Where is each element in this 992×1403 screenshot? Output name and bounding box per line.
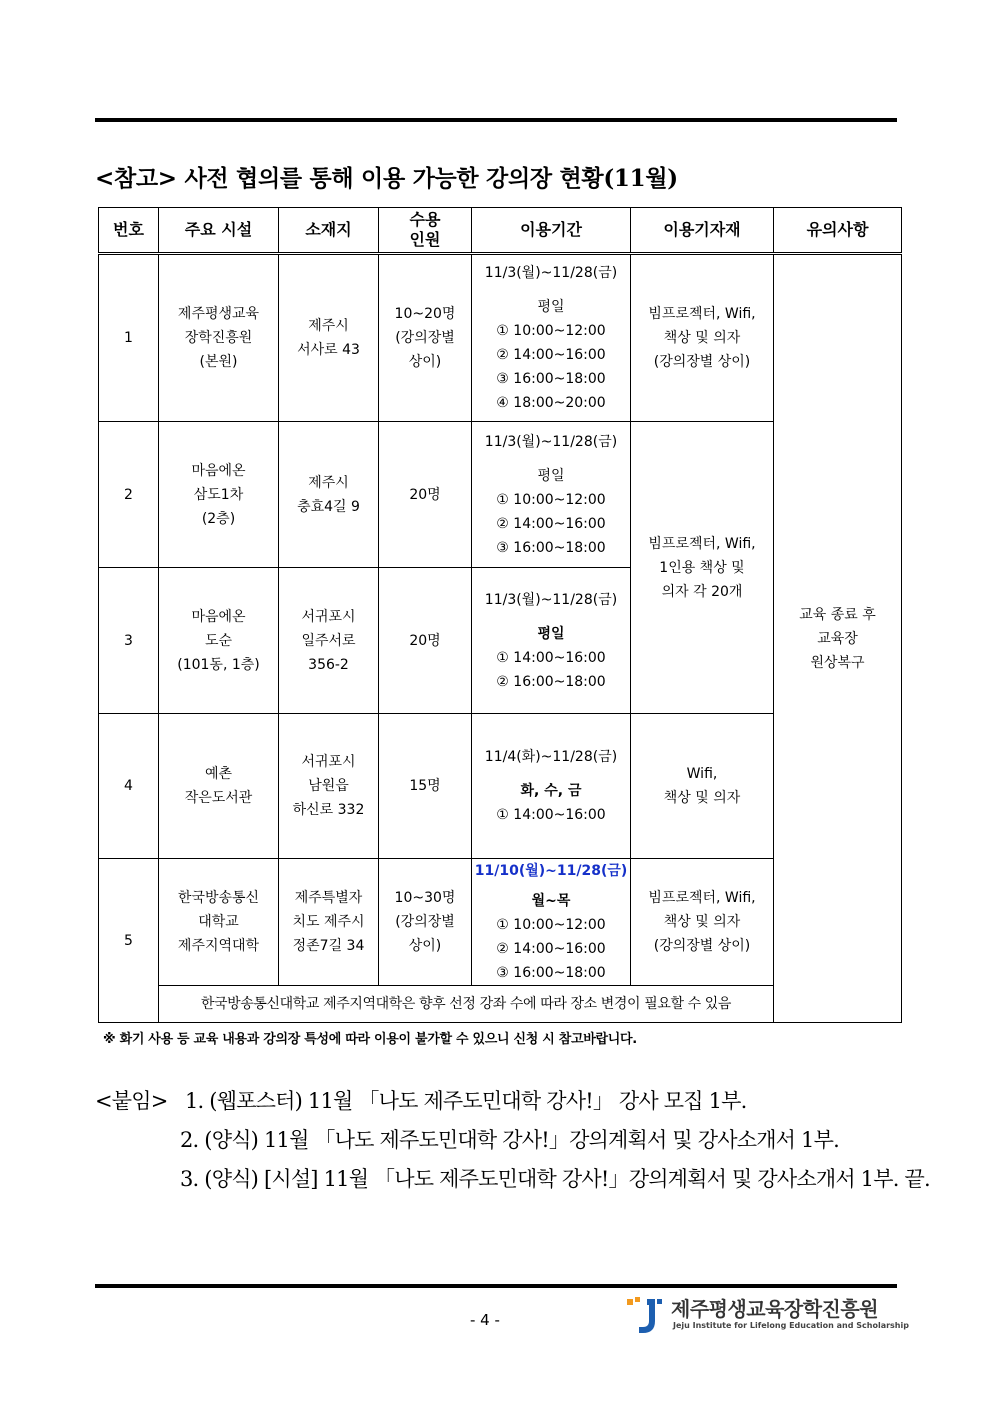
time-slot: ③ 16:00~18:00	[496, 539, 606, 556]
facility-line: 한국방송통신	[177, 890, 260, 906]
facility-line: 삼도1차	[193, 486, 244, 503]
capacity-cell	[379, 254, 472, 422]
remarks-cell	[774, 254, 902, 1023]
facility-line: 대학교	[198, 914, 239, 930]
period-range: 11/10(월)~11/28(금)	[474, 863, 628, 879]
footnote: ※ 화기 사용 등 교육 내용과 강의장 특성에 따라 이용이 불가할 수 있으니 신청 시 참고바랍니다.	[103, 1032, 637, 1047]
capacity-line: (강의장별	[395, 330, 455, 346]
facility-cell	[159, 859, 279, 986]
capacity-line: 20명	[409, 632, 441, 649]
period-days: 월~목	[531, 893, 571, 909]
location-line: 일주서로	[301, 632, 356, 649]
attachment-item: 1. (웹포스터) 11월 「나도 제주도민대학 강사!」 강사 모집 1부.	[185, 1089, 747, 1113]
capacity-line: 15명	[409, 778, 441, 794]
attachment-item: 2. (양식) 11월 「나도 제주도민대학 강사!」강의계획서 및 강사소개서 1부.	[180, 1128, 839, 1152]
row-number: 4	[99, 714, 159, 859]
facility-line: 마음에온	[191, 608, 246, 625]
location-cell	[279, 714, 379, 859]
time-slot: ① 10:00~12:00	[496, 917, 606, 933]
facility-line: 작은도서관	[184, 790, 253, 806]
location-cell	[279, 254, 379, 422]
period-range: 11/3(월)~11/28(금)	[484, 433, 618, 450]
facility-line: 장학진흥원	[184, 330, 253, 346]
time-slot: ② 14:00~16:00	[496, 347, 606, 363]
location-line: 제주시	[308, 318, 349, 334]
period-cell	[472, 859, 631, 986]
period-cell	[472, 568, 631, 714]
logo-name: 제주평생교육장학진흥원	[671, 1297, 879, 1321]
equipment-cell	[631, 714, 774, 859]
location-line: 제주시	[308, 474, 349, 491]
logo-mark-icon	[625, 1295, 665, 1335]
time-slot: ② 14:00~16:00	[496, 941, 606, 957]
location-cell	[279, 422, 379, 568]
location-line: 하신로 332	[292, 802, 365, 818]
equipment-cell	[631, 859, 774, 986]
time-slot: ② 16:00~18:00	[496, 673, 606, 690]
location-line: 정존7길 34	[292, 938, 365, 954]
time-slot: ② 14:00~16:00	[496, 515, 606, 532]
equipment-line: 책상 및 의자	[663, 790, 741, 806]
header-equipment: 이용기자재	[631, 208, 774, 254]
facility-cell	[159, 714, 279, 859]
equipment-line: 책상 및 의자	[663, 914, 741, 930]
capacity-line: 10~30명	[394, 890, 456, 906]
facility-line: (본원)	[199, 354, 238, 370]
bottom-rule	[95, 1284, 897, 1288]
location-line: 치도 제주시	[292, 914, 365, 930]
equipment-line: (강의장별 상이)	[653, 938, 751, 954]
row5-note: 한국방송통신대학교 제주지역대학은 향후 선정 강좌 수에 따라 장소 변경이 필요할 수 있음	[159, 986, 774, 1023]
equipment-line: 의자 각 20개	[661, 583, 743, 600]
page-number: - 4 -	[470, 1311, 500, 1329]
facility-line: 제주평생교육	[177, 306, 260, 322]
location-line: 서귀포시	[301, 754, 356, 770]
period-cell	[472, 714, 631, 859]
period-range: 11/3(월)~11/28(금)	[484, 591, 618, 608]
location-line: 남원읍	[308, 778, 349, 794]
capacity-line: (강의장별	[395, 914, 455, 930]
row-number: 5	[99, 859, 159, 1023]
capacity-cell	[379, 714, 472, 859]
capacity-line: 10~20명	[394, 306, 456, 322]
row-number: 2	[99, 422, 159, 568]
location-line: 충효4길 9	[297, 498, 360, 515]
time-slot: ④ 18:00~20:00	[496, 395, 606, 411]
facility-line: (2층)	[201, 510, 236, 527]
header-number: 번호	[99, 208, 159, 254]
equipment-line: Wifi,	[686, 766, 718, 782]
facility-line: 마음에온	[191, 462, 246, 479]
equipment-cell	[631, 254, 774, 422]
header-period: 이용기간	[472, 208, 631, 254]
facility-cell	[159, 568, 279, 714]
period-cell	[472, 422, 631, 568]
capacity-cell	[379, 422, 472, 568]
period-days: 평일	[537, 467, 565, 484]
institute-logo	[625, 1293, 909, 1338]
equipment-cell	[631, 422, 774, 714]
time-slot: ① 10:00~12:00	[496, 323, 606, 339]
period-range: 11/4(화)~11/28(금)	[484, 749, 618, 765]
period-days: 평일	[537, 299, 565, 315]
table-row	[99, 254, 902, 422]
period-range: 11/3(월)~11/28(금)	[484, 265, 618, 281]
header-location: 소재지	[279, 208, 379, 254]
remarks-line: 원상복구	[810, 654, 865, 671]
equipment-line: 빔프로젝터, Wifi,	[648, 890, 756, 906]
time-slot: ① 14:00~16:00	[496, 649, 606, 666]
location-line: 서귀포시	[301, 608, 356, 625]
location-line: 356-2	[308, 656, 349, 673]
header-remarks: 유의사항	[774, 208, 902, 254]
table-header-row	[99, 208, 902, 254]
period-cell	[472, 254, 631, 422]
attachment-item: 3. (양식) [시설] 11월 「나도 제주도민대학 강사!」강의계획서 및 강사소개서 1부. 끝.	[180, 1167, 930, 1191]
facility-line: 제주지역대학	[177, 938, 260, 954]
equipment-line: 빔프로젝터, Wifi,	[648, 535, 756, 552]
location-cell	[279, 568, 379, 714]
capacity-line: 상이)	[408, 354, 442, 370]
capacity-line: 20명	[409, 486, 441, 503]
page-title: <참고> 사전 협의를 통해 이용 가능한 강의장 현황(11월)	[95, 165, 678, 192]
facility-cell	[159, 422, 279, 568]
capacity-cell	[379, 568, 472, 714]
attachments-label: <붙임>	[95, 1089, 168, 1113]
equipment-line: (강의장별 상이)	[653, 354, 751, 370]
top-rule	[95, 118, 897, 122]
lecture-room-table	[98, 207, 902, 1023]
location-cell	[279, 859, 379, 986]
facility-cell	[159, 254, 279, 422]
period-days: 평일	[537, 625, 565, 642]
time-slot: ③ 16:00~18:00	[496, 371, 606, 387]
remarks-line: 교육장	[817, 630, 858, 647]
time-slot: ① 10:00~12:00	[496, 491, 606, 508]
capacity-cell	[379, 859, 472, 986]
header-facility: 주요 시설	[159, 208, 279, 254]
capacity-line: 상이)	[408, 938, 442, 954]
facility-line: (101동, 1층)	[177, 656, 260, 673]
time-slot: ① 14:00~16:00	[496, 807, 606, 823]
location-line: 서사로 43	[297, 342, 360, 358]
facility-line: 예촌	[204, 766, 233, 782]
row-number: 1	[99, 254, 159, 422]
remarks-line: 교육 종료 후	[799, 606, 876, 623]
location-line: 제주특별자	[294, 890, 363, 906]
row-number: 3	[99, 568, 159, 714]
header-capacity: 수용 인원	[379, 208, 472, 254]
equipment-line: 빔프로젝터, Wifi,	[648, 306, 756, 322]
period-days: 화, 수, 금	[520, 783, 582, 799]
logo-subtitle: Jeju Institute for Lifelong Education and Scholarship	[673, 1321, 909, 1330]
equipment-line: 책상 및 의자	[663, 330, 741, 346]
equipment-line: 1인용 책상 및	[659, 559, 745, 576]
time-slot: ③ 16:00~18:00	[496, 965, 606, 981]
facility-line: 도순	[204, 632, 233, 649]
